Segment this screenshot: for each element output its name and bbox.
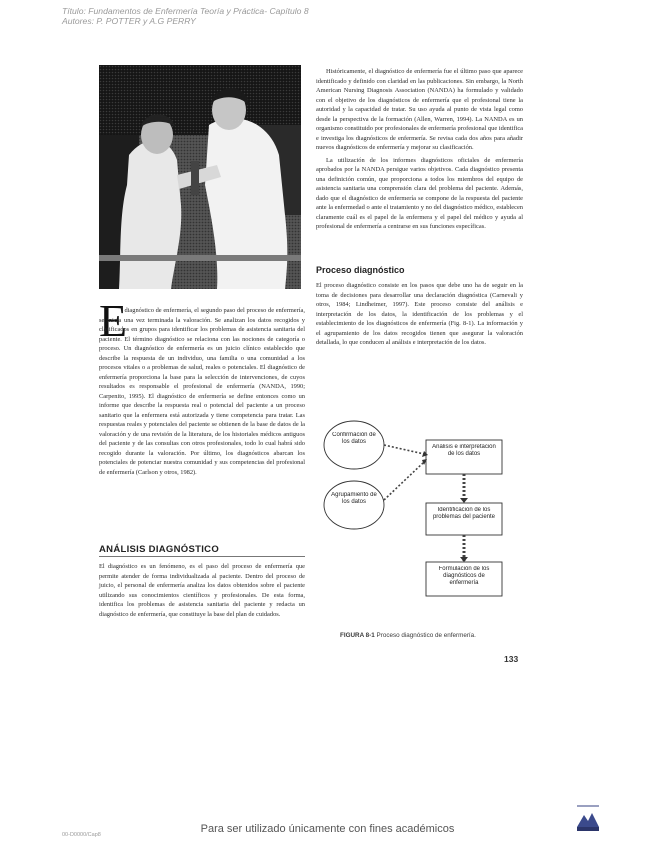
- footer-code: 00-D0000/Cap8: [62, 832, 101, 838]
- analisis-paragraph: [99, 562, 305, 619]
- intro-paragraph: [99, 306, 305, 477]
- page-number: 133: [504, 654, 519, 664]
- proceso-text: El proceso diagnóstico consiste en los pasos que debe uno ha de seguir en la toma de decisiones para desarrollar una declaración diagnóstica (Carnevali y otros, 1984; Lindheimer, 1997). Este proceso consiste del análisis e interpretación de los datos, la identificación de los problemas y el establecimiento de los diagnósticos de enfermería (Fig. 8-1). La información y el agrupamiento de los datos recogidos tienen que asegurar la valoración detallada, lo que conducen al análisis e interpretación de los datos.: [316, 282, 523, 346]
- validation-label: Confirmación de los datos: [332, 432, 376, 445]
- figure-caption-text: Proceso diagnóstico de enfermería.: [376, 632, 476, 639]
- analisis-text: El diagnóstico es un fenómeno, es el paso del proceso de enfermería que permite atender de forma individualizada al paciente. Dentro del proceso de juicio, el personal de enfermería analiza los datos obtenidos sobre el paciente utilizando sus conocimientos científicos y profesionales. De esta forma, identifica los problemas de asistencia sanitaria del paciente y redacta un diagnóstico de enfermería, que constituye la base del plan de cuidados.: [99, 563, 305, 618]
- figure-caption-label: FIGURA 8-1: [340, 632, 375, 639]
- arrow-grouping: [384, 462, 424, 500]
- chapter-photo: [99, 65, 301, 289]
- grouping-label: Agrupamiento de los datos: [331, 492, 377, 505]
- header-authors: Autores: P. POTTER y A.G PERRY: [62, 16, 196, 26]
- proceso-paragraph: [316, 281, 523, 348]
- header-title: Título: Fundamentos de Enfermería Teoría y Práctica- Capítulo 8: [62, 6, 309, 16]
- arrow-validation: [384, 445, 424, 454]
- section-title-analisis: ANÁLISIS DIAGNÓSTICO: [99, 544, 220, 555]
- identification-label: Identificación de los problemas del paciente: [432, 507, 496, 520]
- figure-caption: [340, 632, 476, 639]
- section-title-proceso: Proceso diagnóstico: [316, 265, 405, 275]
- drop-cap: E: [99, 295, 128, 346]
- nanda-history-paragraph: Históricamente, el diagnóstico de enfermería fue el último paso que aparece identificado y definido con claridad en las publicaciones. Sin embargo, la North American Nursing Diagnosis Association (NANDA) ha formulado y validado con el objetivo de los diagnósticos de enfermería que el profesional tiene la autoridad y la capacidad de tratar. Su uso ayuda al punto de vista legal como desde la perspectiva de la formación (Allen, Warren, 1994). La NANDA es un organismo constituido por profesionales de enfermería profesional que identifica e investiga los diagnósticos de enfermería. Se revisa cada dos años para añadir nuevos diagnósticos de enfermería y mejorar su clasificación.: [316, 68, 523, 151]
- section-rule: [99, 556, 305, 557]
- nanda-objectives-paragraph: La utilización de los informes diagnósticos oficiales de enfermería aprobados por la NANDA persigue varios objetivos. Cada diagnóstico presenta una definición común, que proporciona a todos los miembros del equipo de asistencia sanitaria una comprensión clara del problema del paciente. Además, dado que el diagnóstico de enfermería se compone de la respuesta del paciente ante la enfermedad o ante el tratamiento y no del diagnóstico médico, establecen claramente cuál es el papel de la enfermera y el papel del médico y ayuda al profesional de enfermería a centrarse en sus funciones específicas.: [316, 156, 523, 230]
- right-column-top: [316, 67, 523, 232]
- intro-text: l diagnóstico de enfermería, el segundo paso del proceso de enfermería, se inicia una vez terminada la valoración. Se analizan los datos recogidos y clasificados en grupos para identificar los problemas de asistencia sanitaria del paciente. El término diagnóstico se relaciona con las nociones de categoría o proceso. Un diagnóstico de enfermería es un juicio clínico establecido que describe la respuesta de un individuo, una familia o una comunidad a los procesos vitales o a problemas de salud, reales o potenciales. El diagnóstico de enfermería proporciona la base para la selección de intervenciones, de cuyos resultados es responsable el profesional de enfermería (NANDA, 1990; Carpenito, 1995). El diagnóstico de enfermería se define entonces como un informe que describe la respuesta real o potencial del paciente a un proceso sanitario que la enfermera está autorizada y tiene competencia para tratar. Las respuestas reales y potenciales del paciente se obtienen de la base de datos de la valoración y de una revisión de la literatura, de los historiales médicos antiguos del paciente y de las consultas con otros profesionales, todo lo cual habrá sido recogido durante la valoración. Por último, los diagnósticos abarcan los potenciales de potenciar nuestra comunidad y sus competencias del profesional de enfermería (Carlson y otros, 1982).: [99, 307, 305, 476]
- figure-8-1-diagram: [314, 410, 522, 635]
- footer-academic-note: Para ser utilizado únicamente con fines académicos: [200, 823, 455, 835]
- formulation-label: Formulación de los diagnósticos de enfermería: [438, 566, 490, 586]
- analysis-label: Análisis e interpretación de los datos: [432, 444, 496, 457]
